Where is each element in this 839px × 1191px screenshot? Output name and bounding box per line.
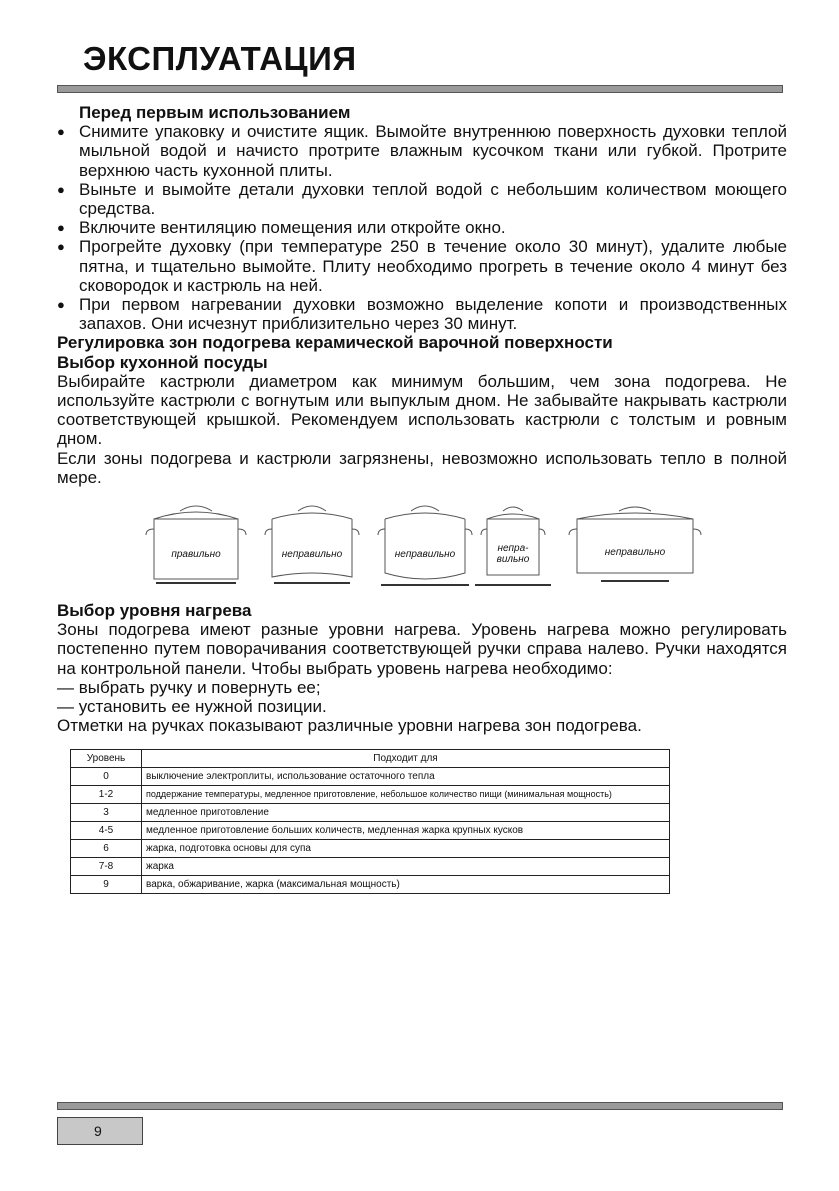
- cell-use: медленное приготовление: [142, 804, 670, 822]
- heading-cookware: Выбор кухонной посуды: [57, 352, 268, 372]
- heading-heat-level: Выбор уровня нагрева: [57, 601, 252, 621]
- list-item: ● Выньте и вымойте детали духовки теплой водой с небольшим количеством моющего средства.: [57, 180, 787, 218]
- page-title: ЭКСПЛУАТАЦИЯ: [83, 40, 357, 77]
- cell-use: выключение электроплиты, использование остаточного тепла: [142, 768, 670, 786]
- table-row: [71, 822, 670, 840]
- page-number: 9: [57, 1117, 143, 1145]
- pot-label-small-line2: вильно: [496, 554, 530, 566]
- pot-convex-icon: [375, 501, 475, 593]
- col-header-use: Подходит для: [142, 750, 670, 768]
- table-row: [71, 876, 670, 894]
- pot-concave-icon: [262, 501, 362, 593]
- list-item: ● При первом нагревании духовки возможно выделение копоти и производственных запахов. Они исчезнут приблизительно через 30 минут.: [57, 295, 787, 333]
- dash-item: — выбрать ручку и повернуть ее;: [57, 677, 321, 697]
- pot-label-concave: неправильно: [281, 549, 343, 561]
- pot-too-wide: [565, 501, 705, 593]
- pot-too-small: [475, 501, 551, 593]
- col-header-level: Уровень: [71, 750, 142, 768]
- pot-label-wide: неправильно: [604, 547, 666, 559]
- first-use-list: [57, 122, 787, 333]
- table-row: [71, 768, 670, 786]
- pot-label-correct: правильно: [171, 549, 221, 561]
- cell-level: 4-5: [71, 822, 142, 840]
- marks-paragraph: Отметки на ручках показывают различные уровни нагрева зон подогрева.: [57, 716, 642, 736]
- dirty-zones-paragraph: Если зоны подогрева и кастрюли загрязнены, невозможно использовать тепло в полной мере.: [57, 448, 787, 487]
- pot-concave: [262, 501, 362, 593]
- table-row: [71, 786, 670, 804]
- cell-use: варка, обжаривание, жарка (максимальная мощность): [142, 876, 670, 894]
- pot-label-small: [475, 543, 551, 565]
- heat-level-paragraph: Зоны подогрева имеют разные уровни нагрева. Уровень нагрева можно регулировать постепенно путем поворачивания соответствующей ручки справа налево. Ручки находятся на контрольной панели. Чтобы выбрать уровень нагрева необходимо:: [57, 620, 787, 678]
- cell-use: жарка, подготовка основы для супа: [142, 840, 670, 858]
- cookware-paragraph: Выбирайте кастрюли диаметром как минимум большим, чем зона подогрева. Не используйте кастрюли с вогнутым или выпуклым дном. Не забывайте накрывать кастрюли соответствующей крышкой. Рекомендуем использовать кастрюли с толстым и ровным дном.: [57, 371, 787, 449]
- table-row: [71, 804, 670, 822]
- pot-correct: [142, 501, 250, 593]
- table-row: [71, 840, 670, 858]
- list-item: ● Прогрейте духовку (при температуре 250 в течение около 30 минут), удалите любые пятна, и тщательно вымойте. Плиту необходимо прогреть в течение около 4 минут без сковородок и кастрюль на ней.: [57, 237, 787, 295]
- cell-level: 9: [71, 876, 142, 894]
- list-item: ● Включите вентиляцию помещения или откройте окно.: [57, 218, 787, 237]
- cell-use: жарка: [142, 858, 670, 876]
- table-row: [71, 858, 670, 876]
- heading-before-first-use: Перед первым использованием: [79, 103, 351, 122]
- pot-convex: [375, 501, 475, 593]
- cell-level: 0: [71, 768, 142, 786]
- footer-rule: [57, 1102, 783, 1110]
- heading-cooking-zones: Регулировка зон подогрева керамической варочной поверхности: [57, 333, 613, 353]
- page-content: [57, 103, 787, 894]
- pot-correct-icon: [142, 501, 250, 593]
- pot-label-small-line1: непра-: [497, 543, 529, 555]
- cell-level: 7-8: [71, 858, 142, 876]
- dash-item: — установить ее нужной позиции.: [57, 697, 327, 717]
- list-item: ● Снимите упаковку и очистите ящик. Вымойте внутреннюю поверхность духовки теплой мыльной водой и начисто протрите влажным кусочком ткани или губкой. Протрите верхнюю часть кухонной плиты.: [57, 122, 787, 180]
- header-rule: [57, 85, 783, 93]
- cell-level: 6: [71, 840, 142, 858]
- table-header-row: [71, 750, 670, 768]
- cell-level: 1-2: [71, 786, 142, 804]
- cell-level: 3: [71, 804, 142, 822]
- pot-label-convex: неправильно: [394, 549, 456, 561]
- cell-use: поддержание температуры, медленное приготовление, небольшое количество пищи (минимальная мощность): [142, 786, 670, 804]
- heat-level-table: [70, 749, 670, 894]
- cookware-figure: [57, 495, 783, 595]
- cell-use: медленное приготовление больших количеств, медленная жарка крупных кусков: [142, 822, 670, 840]
